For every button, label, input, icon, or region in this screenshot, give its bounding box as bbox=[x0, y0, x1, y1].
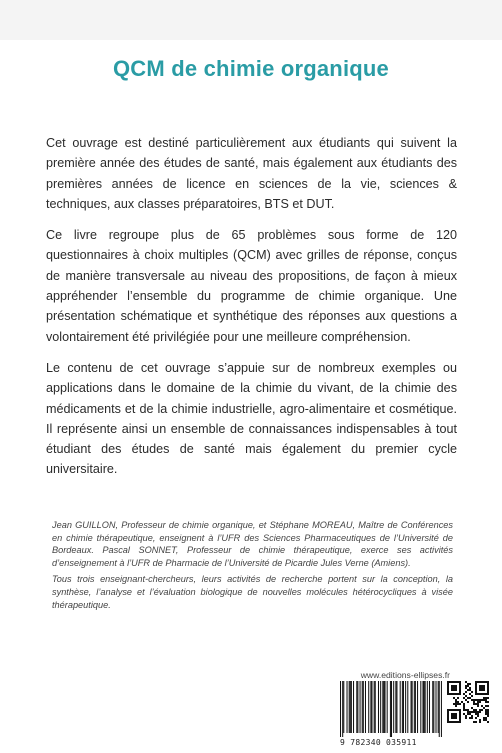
qr-module bbox=[471, 711, 473, 713]
qr-module bbox=[481, 709, 483, 711]
barcode-bar bbox=[422, 681, 423, 733]
barcode-bar bbox=[402, 681, 403, 733]
qr-module bbox=[479, 711, 481, 713]
qr-module bbox=[463, 693, 465, 695]
qr-module bbox=[475, 717, 477, 719]
barcode-bar bbox=[363, 681, 364, 733]
barcode-bar bbox=[432, 681, 433, 733]
barcode-bar bbox=[414, 681, 415, 733]
barcode-digits: 9 782340 035911 bbox=[340, 738, 417, 747]
qr-module bbox=[483, 719, 485, 721]
publisher-url[interactable]: www.editions-ellipses.fr bbox=[360, 670, 450, 680]
qr-module bbox=[473, 699, 475, 701]
description-paragraph: Ce livre regroupe plus de 65 problèmes sous forme de 120 questionnaires à choix multiples (QCM) avec grilles de réponse, conçus de manière transversale au niveau des propositions, de façon à mieux appréhender l’ensemble du programme de chimie organique. Une présentation schématique et synthétique des réponses aux questions a volontairement été privilégiée pour une meilleure compréhension. bbox=[46, 228, 457, 344]
barcode-bar bbox=[350, 681, 351, 733]
qr-module bbox=[477, 705, 479, 707]
qr-module bbox=[485, 699, 487, 701]
qr-module bbox=[469, 693, 471, 695]
page-title: QCM de chimie organique bbox=[113, 56, 389, 81]
barcode-bar bbox=[383, 681, 384, 733]
qr-module bbox=[469, 689, 471, 691]
barcode-bar bbox=[420, 681, 421, 733]
qr-module bbox=[469, 711, 471, 713]
barcode-bar bbox=[340, 681, 341, 737]
qr-module bbox=[475, 703, 477, 705]
qr-module bbox=[465, 699, 467, 701]
barcode-bar bbox=[368, 681, 369, 733]
qr-module bbox=[481, 705, 483, 707]
qr-module bbox=[485, 705, 487, 707]
barcode-bar bbox=[407, 681, 408, 733]
qr-code bbox=[447, 681, 489, 723]
authors-note bbox=[52, 519, 453, 615]
qr-module bbox=[487, 697, 489, 699]
barcode-bar bbox=[382, 681, 383, 733]
qr-module bbox=[485, 713, 487, 715]
qr-module bbox=[457, 703, 459, 705]
qr-module bbox=[483, 717, 485, 719]
qr-module bbox=[485, 709, 487, 711]
qr-module bbox=[465, 717, 467, 719]
barcode-bar bbox=[429, 681, 430, 733]
barcode-bar bbox=[395, 681, 396, 733]
barcode-bar bbox=[365, 681, 366, 733]
barcode-bar bbox=[357, 681, 358, 733]
barcode-bar bbox=[384, 681, 385, 733]
qr-module bbox=[465, 709, 467, 711]
qr-module bbox=[475, 713, 477, 715]
barcode-bar bbox=[347, 681, 348, 733]
qr-module bbox=[463, 703, 465, 705]
qr-module bbox=[467, 701, 469, 703]
barcode-bar bbox=[375, 681, 376, 733]
barcode-bar bbox=[417, 681, 418, 733]
barcode-bar bbox=[370, 681, 371, 733]
barcode-bar bbox=[427, 681, 428, 733]
qr-module bbox=[471, 717, 473, 719]
barcode-bar bbox=[439, 681, 440, 737]
barcode-bar bbox=[415, 681, 416, 733]
barcode-bar bbox=[438, 681, 439, 733]
qr-module bbox=[473, 721, 475, 723]
qr-module bbox=[483, 707, 485, 709]
description-paragraph: Le contenu de cet ouvrage s’appuie sur de nombreux exemples ou applications dans le domaine de la chimie du vivant, de la chimie des médicaments et de la chimie industrielle, agro-alimentaire et cosmétique. Il représente ainsi un ensemble de connaissances indispensables à tout étudiant des études de santé mais également du premier cycle universitaire. bbox=[46, 360, 457, 477]
qr-module bbox=[469, 687, 471, 689]
barcode-bar bbox=[349, 681, 350, 733]
qr-module bbox=[453, 697, 455, 699]
qr-module bbox=[471, 691, 473, 693]
qr-module bbox=[455, 703, 457, 705]
barcode-bar bbox=[378, 681, 379, 733]
qr-module bbox=[473, 703, 475, 705]
barcode-bar bbox=[362, 681, 363, 733]
qr-module bbox=[463, 697, 465, 699]
qr-module bbox=[479, 701, 481, 703]
qr-module bbox=[477, 701, 479, 703]
qr-module bbox=[463, 709, 465, 711]
qr-module bbox=[467, 685, 469, 687]
barcode-icon bbox=[340, 681, 442, 737]
qr-module bbox=[471, 699, 473, 701]
qr-module bbox=[465, 685, 467, 687]
qr-module bbox=[487, 711, 489, 713]
barcode-bar bbox=[387, 681, 388, 733]
barcode-bar bbox=[353, 681, 354, 733]
qr-module bbox=[463, 707, 465, 709]
barcode bbox=[340, 681, 442, 739]
barcode-bar bbox=[356, 681, 357, 733]
qr-module bbox=[455, 701, 457, 703]
qr-module bbox=[469, 697, 471, 699]
qr-module bbox=[485, 717, 487, 719]
qr-module bbox=[469, 717, 471, 719]
qr-module bbox=[457, 697, 459, 699]
qr-module bbox=[465, 691, 467, 693]
qr-module bbox=[487, 709, 489, 711]
authors-paragraph: Jean GUILLON, Professeur de chimie organique, et Stéphane MOREAU, Maître de Conférences en chimie thérapeutique, enseignent à l’UFR des Sciences Pharmaceutiques de l’Université de Bordeaux. Pascal SONNET, Professeur de chimie thérapeutique, exerce ses activités d’enseignement à l’UFR de Pharmacie de l’Université de Picardie Jules Verne (Amiens). bbox=[52, 520, 453, 568]
qr-module bbox=[463, 705, 465, 707]
qr-module bbox=[465, 695, 467, 697]
qr-module bbox=[479, 685, 485, 691]
qr-module bbox=[487, 715, 489, 717]
barcode-bar bbox=[441, 681, 442, 737]
qr-module bbox=[463, 713, 465, 715]
barcode-bar bbox=[360, 681, 361, 733]
qr-module bbox=[479, 719, 481, 721]
qr-module bbox=[451, 685, 457, 691]
barcode-bar bbox=[393, 681, 394, 733]
barcode-bar bbox=[391, 681, 392, 737]
qr-module bbox=[461, 701, 463, 703]
qr-module bbox=[477, 715, 479, 717]
barcode-bar bbox=[396, 681, 397, 733]
qr-module bbox=[483, 697, 485, 699]
qr-module bbox=[465, 681, 467, 683]
qr-module bbox=[485, 719, 487, 721]
barcode-bar bbox=[400, 681, 401, 733]
qr-module bbox=[479, 721, 481, 723]
qr-module bbox=[473, 711, 475, 713]
qr-module bbox=[469, 683, 471, 685]
barcode-bar bbox=[351, 681, 352, 733]
barcode-bar bbox=[435, 681, 436, 733]
qr-module bbox=[475, 721, 477, 723]
qr-code-icon bbox=[447, 681, 489, 723]
barcode-bar bbox=[371, 681, 372, 733]
qr-module bbox=[477, 713, 479, 715]
qr-module bbox=[477, 703, 479, 705]
barcode-bar bbox=[412, 681, 413, 733]
qr-module bbox=[485, 697, 487, 699]
qr-module bbox=[477, 711, 479, 713]
barcode-bar bbox=[433, 681, 434, 733]
qr-module bbox=[455, 699, 457, 701]
qr-module bbox=[487, 705, 489, 707]
qr-module bbox=[487, 701, 489, 703]
qr-module bbox=[479, 709, 481, 711]
qr-module bbox=[465, 715, 467, 717]
barcode-bar bbox=[425, 681, 426, 733]
qr-module bbox=[467, 713, 469, 715]
qr-module bbox=[481, 699, 483, 701]
barcode-bar bbox=[390, 681, 391, 737]
qr-module bbox=[479, 699, 481, 701]
qr-module bbox=[485, 711, 487, 713]
qr-module bbox=[467, 709, 469, 711]
barcode-bar bbox=[403, 681, 404, 733]
description-paragraph: Cet ouvrage est destiné particulièrement aux étudiants qui suivent la première année des études de santé, mais également aux étudiants des premières années de licence en sciences de la vie, sciences & techniques, aux classes préparatoires, BTS et DUT. bbox=[46, 136, 457, 211]
qr-module bbox=[453, 703, 455, 705]
barcode-bar bbox=[424, 681, 425, 733]
qr-module bbox=[485, 701, 487, 703]
qr-module bbox=[471, 695, 473, 697]
qr-module bbox=[467, 697, 469, 699]
qr-module bbox=[469, 713, 471, 715]
qr-module bbox=[477, 699, 479, 701]
description-body bbox=[46, 133, 457, 491]
barcode-bar bbox=[405, 681, 406, 733]
qr-module bbox=[467, 683, 469, 685]
authors-paragraph: Tous trois enseignant-chercheurs, leurs activités de recherche portent sur la conception, la synthèse, l’analyse et l’évaluation biologique de nouvelles molécules hétérocycliques à visée thérapeutique. bbox=[52, 574, 453, 610]
header-band bbox=[0, 0, 502, 40]
qr-module bbox=[473, 701, 475, 703]
qr-module bbox=[459, 703, 461, 705]
qr-module bbox=[475, 711, 477, 713]
qr-module bbox=[455, 705, 457, 707]
barcode-bar bbox=[411, 681, 412, 733]
qr-module bbox=[457, 701, 459, 703]
qr-module bbox=[467, 689, 469, 691]
qr-module bbox=[467, 711, 469, 713]
barcode-bar bbox=[374, 681, 375, 733]
qr-module bbox=[487, 721, 489, 723]
qr-module bbox=[451, 713, 457, 719]
qr-module bbox=[475, 699, 477, 701]
qr-module bbox=[471, 707, 473, 709]
qr-module bbox=[487, 713, 489, 715]
barcode-bar bbox=[343, 681, 344, 733]
qr-module bbox=[473, 709, 475, 711]
barcode-bar bbox=[380, 681, 381, 733]
qr-module bbox=[483, 699, 485, 701]
qr-module bbox=[471, 715, 473, 717]
qr-module bbox=[475, 709, 477, 711]
qr-module bbox=[465, 687, 467, 689]
barcode-bar bbox=[342, 681, 343, 737]
